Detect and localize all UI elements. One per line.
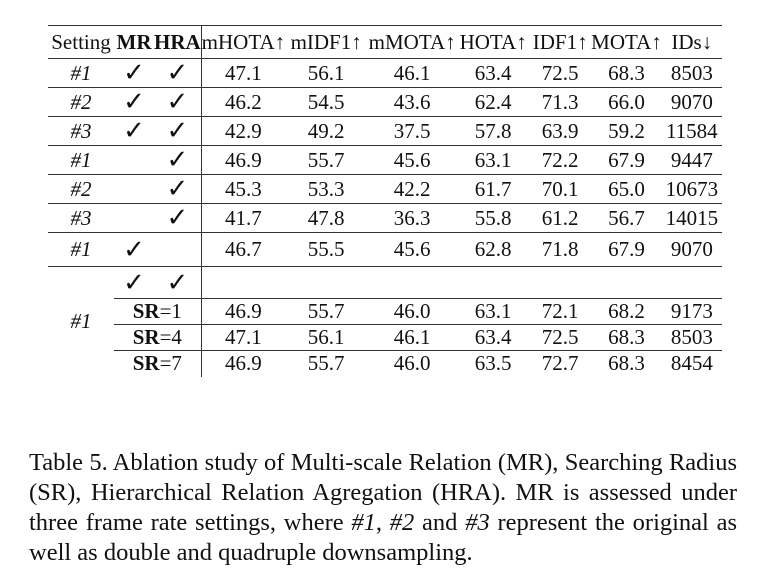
midf1-cell: 56.1 <box>285 59 367 88</box>
mhota-cell: 45.3 <box>201 175 285 204</box>
header-mmota: mMOTA↑ <box>367 26 457 59</box>
ablation-table <box>48 25 722 377</box>
hra-check: ✓ <box>154 88 201 117</box>
idf1-cell: 72.1 <box>529 299 591 325</box>
midf1-cell: 55.5 <box>285 233 367 267</box>
mmota-cell: 42.2 <box>367 175 457 204</box>
mota-cell: 68.3 <box>591 59 662 88</box>
mmota-cell: 46.0 <box>367 299 457 325</box>
header-mhota: mHOTA↑ <box>201 26 285 59</box>
midf1-cell: 54.5 <box>285 88 367 117</box>
sr-value: =1 <box>159 299 182 323</box>
mota-cell: 68.3 <box>591 325 662 351</box>
hota-cell: 63.1 <box>457 146 529 175</box>
mmota-cell: 46.1 <box>367 59 457 88</box>
table-row <box>48 351 722 377</box>
ids-cell: 8503 <box>662 59 722 88</box>
group-searching-radius <box>48 267 722 377</box>
ids-cell: 9173 <box>662 299 722 325</box>
hota-cell: 63.1 <box>457 299 529 325</box>
mhota-cell: 47.1 <box>201 325 285 351</box>
sr-label <box>114 351 201 377</box>
header-row <box>48 26 722 59</box>
caption-setting-2: #2 <box>389 508 415 536</box>
caption-text: Table 5. Ablation study of Multi-scale Relation (MR), Searching Radius (SR), Hierarchical Relation Agregation (HRA). MR is assessed under three frame rate settings, where <box>29 448 737 536</box>
mmota-cell: 37.5 <box>367 117 457 146</box>
ids-cell: 8503 <box>662 325 722 351</box>
ids-cell: 10673 <box>662 175 722 204</box>
mr-check: ✓ <box>114 267 154 299</box>
setting-cell: #1 <box>48 146 114 175</box>
midf1-cell: 56.1 <box>285 325 367 351</box>
table-row <box>48 88 722 117</box>
ids-cell: 9447 <box>662 146 722 175</box>
header-mota: MOTA↑ <box>591 26 662 59</box>
caption-setting-1: #1 <box>351 508 376 536</box>
mota-cell: 67.9 <box>591 233 662 267</box>
mota-cell: 66.0 <box>591 88 662 117</box>
sr-value: =7 <box>159 351 182 376</box>
hota-cell: 62.8 <box>457 233 529 267</box>
hota-cell: 62.4 <box>457 88 529 117</box>
ids-cell: 14015 <box>662 204 722 233</box>
mota-cell: 65.0 <box>591 175 662 204</box>
mr-check: ✓ <box>114 88 154 117</box>
mr-check <box>114 204 154 233</box>
midf1-cell: 53.3 <box>285 175 367 204</box>
ids-cell: 8454 <box>662 351 722 377</box>
table-caption <box>29 448 737 568</box>
idf1-cell: 71.3 <box>529 88 591 117</box>
mota-cell: 68.3 <box>591 351 662 377</box>
sr-label <box>114 299 201 325</box>
midf1-cell: 49.2 <box>285 117 367 146</box>
idf1-cell: 72.5 <box>529 59 591 88</box>
hota-cell: 63.5 <box>457 351 529 377</box>
setting-cell: #1 <box>48 267 114 377</box>
hota-cell: 57.8 <box>457 117 529 146</box>
hota-cell: 63.4 <box>457 59 529 88</box>
idf1-cell: 72.2 <box>529 146 591 175</box>
sr-value: =4 <box>159 325 182 349</box>
caption-sep: and <box>414 508 466 536</box>
table-row <box>48 204 722 233</box>
mota-cell: 56.7 <box>591 204 662 233</box>
mhota-cell: 41.7 <box>201 204 285 233</box>
group-hra-only <box>48 146 722 233</box>
hota-cell: 61.7 <box>457 175 529 204</box>
mr-check: ✓ <box>114 59 154 88</box>
hra-check: ✓ <box>154 59 201 88</box>
sr-abbrev: SR <box>132 325 160 349</box>
setting-cell: #3 <box>48 117 114 146</box>
header-hota: HOTA↑ <box>457 26 529 59</box>
mmota-cell: 36.3 <box>367 204 457 233</box>
mota-cell: 68.2 <box>591 299 662 325</box>
ids-cell: 9070 <box>662 233 722 267</box>
mhota-cell: 46.9 <box>201 351 285 377</box>
group-mr-only <box>48 233 722 267</box>
mhota-cell: 46.9 <box>201 299 285 325</box>
table-row <box>48 59 722 88</box>
setting-cell: #2 <box>48 175 114 204</box>
mota-cell: 59.2 <box>591 117 662 146</box>
setting-cell: #3 <box>48 204 114 233</box>
mr-check <box>114 175 154 204</box>
caption-setting-3: #3 <box>465 508 490 536</box>
hra-check <box>154 233 201 267</box>
mhota-cell: 46.2 <box>201 88 285 117</box>
header-mr: MR <box>114 26 154 59</box>
hra-check: ✓ <box>154 204 201 233</box>
mmota-cell: 46.1 <box>367 325 457 351</box>
mmota-cell: 43.6 <box>367 88 457 117</box>
idf1-cell: 70.1 <box>529 175 591 204</box>
midf1-cell: 47.8 <box>285 204 367 233</box>
sr-abbrev: SR <box>132 299 160 323</box>
header-ids: IDs↓ <box>662 26 722 59</box>
hra-check: ✓ <box>154 146 201 175</box>
mr-check: ✓ <box>114 117 154 146</box>
midf1-cell: 55.7 <box>285 146 367 175</box>
midf1-cell: 55.7 <box>285 299 367 325</box>
idf1-cell: 63.9 <box>529 117 591 146</box>
table-row <box>48 299 722 325</box>
mhota-cell: 42.9 <box>201 117 285 146</box>
caption-text-end: represent the original as well as double and quadruple downsampling. <box>29 508 738 566</box>
mmota-cell: 46.0 <box>367 351 457 377</box>
mmota-cell: 45.6 <box>367 233 457 267</box>
sr-abbrev: SR <box>132 351 160 376</box>
hra-check: ✓ <box>154 267 201 299</box>
midf1-cell: 55.7 <box>285 351 367 377</box>
idf1-cell: 72.5 <box>529 325 591 351</box>
header-midf1: mIDF1↑ <box>285 26 367 59</box>
sr-label <box>114 325 201 351</box>
ids-cell: 11584 <box>662 117 722 146</box>
idf1-cell: 72.7 <box>529 351 591 377</box>
mota-cell: 67.9 <box>591 146 662 175</box>
header-setting: Setting <box>48 26 114 59</box>
mr-check: ✓ <box>114 233 154 267</box>
hota-cell: 63.4 <box>457 325 529 351</box>
idf1-cell: 61.2 <box>529 204 591 233</box>
mmota-cell: 45.6 <box>367 146 457 175</box>
setting-cell: #1 <box>48 233 114 267</box>
table-row <box>48 117 722 146</box>
header-hra: HRA <box>154 26 201 59</box>
hota-cell: 55.8 <box>457 204 529 233</box>
table-row <box>48 267 722 299</box>
mr-check <box>114 146 154 175</box>
table-row <box>48 325 722 351</box>
hra-check: ✓ <box>154 117 201 146</box>
idf1-cell: 71.8 <box>529 233 591 267</box>
group-mr-hra <box>48 59 722 146</box>
caption-sep: , <box>375 508 390 536</box>
table-row <box>48 175 722 204</box>
mhota-cell: 46.7 <box>201 233 285 267</box>
setting-cell: #1 <box>48 59 114 88</box>
header-idf1: IDF1↑ <box>529 26 591 59</box>
hra-check: ✓ <box>154 175 201 204</box>
table-row <box>48 233 722 267</box>
mhota-cell: 46.9 <box>201 146 285 175</box>
ids-cell: 9070 <box>662 88 722 117</box>
setting-cell: #2 <box>48 88 114 117</box>
mhota-cell: 47.1 <box>201 59 285 88</box>
table-row <box>48 146 722 175</box>
